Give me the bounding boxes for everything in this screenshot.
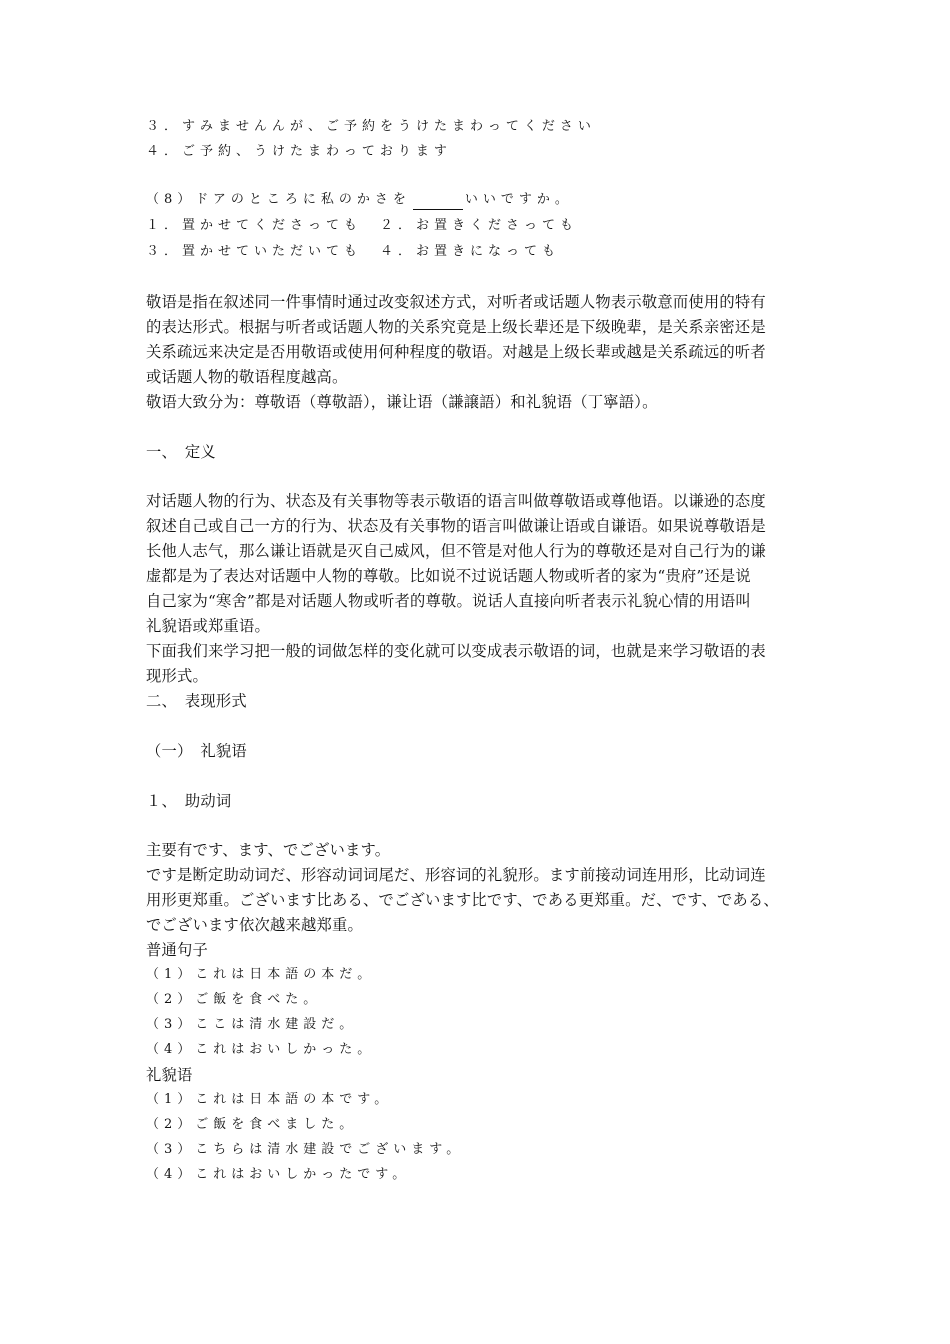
definition-line: 虚都是为了表达对话题中人物的尊敬。比如说不过说话题人物或听者的家为“贵府”还是说 [146,567,751,585]
plain-example: （1）これは日本語の本だ。 [146,967,376,982]
intro-line: 或话题人物的敬语程度越高。 [146,368,348,386]
intro-classification: 敬语大致分为：尊敬语（尊敬語），谦让语（謙譲語）和礼貌语（丁寧語）。 [146,393,658,411]
section-heading-forms: 二、 表现形式 [146,692,247,710]
question-8-options-row-1: １．置かせてくださっても ２．お置きくださっても [146,218,579,233]
polite-sentences-label: 礼貌语 [146,1066,193,1084]
definition-line: 叙述自己或自己一方的行为、状态及有关事物的语言叫做谦让语或自谦语。如果说尊敬语是 [146,517,766,535]
subsection-heading-auxiliary-verb: １、 助动词 [146,792,232,810]
forms-line: 用形更郑重。ございます比ある、でございます比です、である更郑重。だ、です、である、 [146,891,779,909]
subsection-heading-polite: （一） 礼貌语 [146,742,247,760]
plain-example: （3）ここは清水建設だ。 [146,1017,358,1032]
forms-line: です是断定助动词だ、形容动词词尾だ、形容词的礼貌形。ます前接动词连用形，比动词连 [146,866,766,884]
intro-line: 的表达形式。根据与听者或话题人物的关系究竟是上级长辈还是下级晚辈，是关系亲密还是 [146,318,766,336]
plain-example: （4）これはおいしかった。 [146,1042,376,1057]
question-option-3: ３．すみませんんが、ご予約をうけたまわってください [146,119,596,134]
definition-line: 自己家为“寒舍”都是对话题人物或听者的尊敬。说话人直接向听者表示礼貌心情的用语叫 [146,592,751,610]
definition-line: 礼貌语或郑重语。 [146,617,270,635]
question-option-4: ４．ご予約、うけたまわっております [146,144,452,159]
definition-line: 对话题人物的行为、状态及有关事物等表示敬语的语言叫做尊敬语或尊他语。以谦逊的态度 [146,492,766,510]
forms-line: でございます依次越来越郑重。 [146,916,363,934]
intro-line: 敬语是指在叙述同一件事情时通过改变叙述方式，对听者或话题人物表示敬意而使用的特有 [146,293,766,311]
polite-example: （2）ご飯を食べました。 [146,1117,358,1132]
question-8-options-row-2: ３．置かせていただいても ４．お置きになっても [146,244,561,259]
forms-line: 主要有です、ます、でございます。 [146,841,391,859]
question-8-suffix: いいですか。 [464,192,573,207]
polite-example: （4）これはおいしかったです。 [146,1167,411,1182]
definition-line: 长他人志气，那么谦让语就是灭自己威风，但不管是对他人行为的尊敬还是对自己行为的谦 [146,542,766,560]
question-8-stem [146,190,573,210]
plain-sentences-label: 普通句子 [146,941,208,959]
intro-line: 关系疏远来决定是否用敬语或使用何种程度的敬语。对越是上级长辈或越是关系疏远的听者 [146,343,766,361]
section-heading-definition: 一、 定义 [146,443,216,461]
polite-example: （3）こちらは清水建設でございます。 [146,1142,465,1157]
definition-line: 下面我们来学习把一般的词做怎样的变化就可以变成表示敬语的词，也就是来学习敬语的表 [146,642,766,660]
question-8-prefix: （8）ドアのところに私のかさを [146,192,411,207]
answer-blank [413,195,463,210]
polite-example: （1）これは日本語の本です。 [146,1092,393,1107]
plain-example: （2）ご飯を食べた。 [146,992,322,1007]
definition-line: 现形式。 [146,667,208,685]
